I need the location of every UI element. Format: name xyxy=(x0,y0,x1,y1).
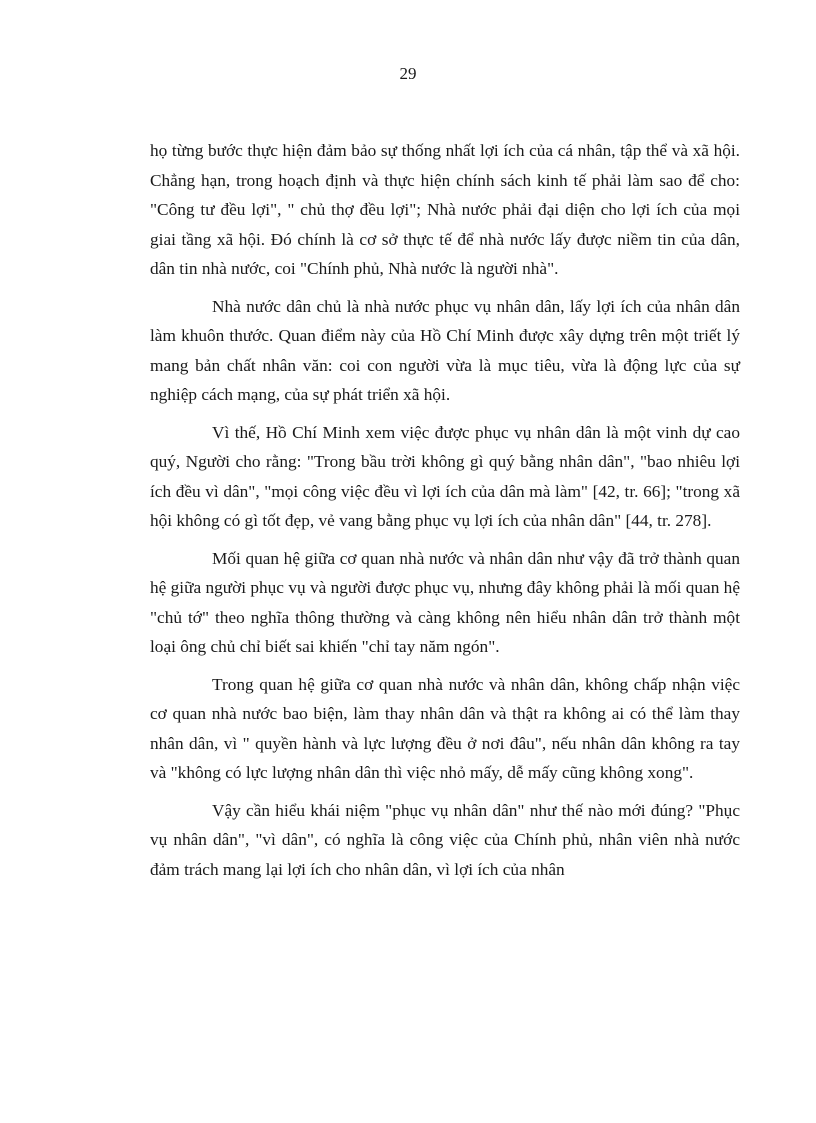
document-body xyxy=(150,136,740,892)
paragraph-democratic-state: Nhà nước dân chủ là nhà nước phục vụ nhân dân, lấy lợi ích của nhân dân làm khuôn thước. Quan điểm này của Hồ Chí Minh được xây dựng trên một triết lý mang bản chất nhân văn: coi con người vừa là mục tiêu, vừa là động lực của sự nghiệp cách mạng, của sự phát triển xã hội. xyxy=(150,296,740,404)
paragraph-serving-people-honor: Vì thế, Hồ Chí Minh xem việc được phục vụ nhân dân là một vinh dự cao quý, Người cho rằng: "Trong bầu trời không gì quý bằng nhân dân", "bao nhiêu lợi ích đều vì dân", "mọi công việc đều vì lợi ích của dân mà làm" [42, tr. 66]; "trong xã hội không có gì tốt đẹp, vẻ vang bằng phục vụ lợi ích của nhân dân" [44, tr. 278]. xyxy=(150,422,740,530)
paragraph-continuation: họ từng bước thực hiện đảm bảo sự thống nhất lợi ích của cá nhân, tập thể và xã hội. Chẳng hạn, trong hoạch định và thực hiện chính sách kinh tế phải làm sao để cho: "Công tư đều lợi", " chủ thợ đều lợi"; Nhà nước phải đại diện cho lợi ích của mọi giai tầng xã hội. Đó chính là cơ sở thực tế để nhà nước lấy được niềm tin của dân, dân tin nhà nước, coi "Chính phủ, Nhà nước là người nhà". xyxy=(150,141,740,278)
page-number: 29 xyxy=(399,64,417,83)
paragraph-serving-concept: Vậy cần hiểu khái niệm "phục vụ nhân dân" như thế nào mới đúng? "Phục vụ nhân dân", "vì dân", có nghĩa là công việc của Chính phủ, nhân viên nhà nước đảm trách mang lại lợi ích cho nhân dân, vì lợi ích của nhân xyxy=(150,800,740,879)
paragraph-no-substitution: Trong quan hệ giữa cơ quan nhà nước và nhân dân, không chấp nhận việc cơ quan nhà nước bao biện, làm thay nhân dân và thật ra không ai có thể làm thay nhân dân, vì " quyền hành và lực lượng đều ở nơi đâu", nếu nhân dân không ra tay và "không có lực lượng nhân dân thì việc nhỏ mấy, dễ mấy cũng không xong". xyxy=(150,674,740,782)
paragraph-state-people-relation: Mối quan hệ giữa cơ quan nhà nước và nhân dân như vậy đã trở thành quan hệ giữa người phục vụ và người được phục vụ, nhưng đây không phải là mối quan hệ "chủ tớ" theo nghĩa thông thường và càng không nên hiểu nhân dân trở thành một loại ông chủ chỉ biết sai khiến "chỉ tay năm ngón". xyxy=(150,548,740,656)
